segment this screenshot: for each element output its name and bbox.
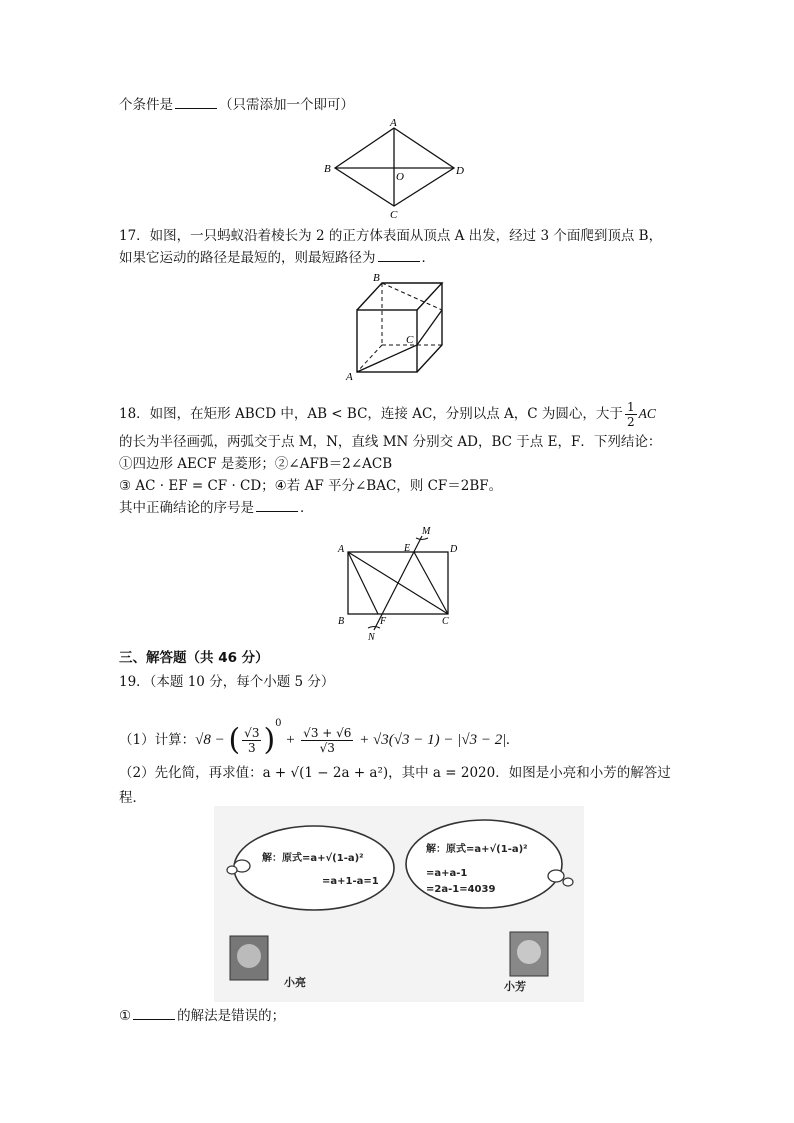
cube-figure	[344, 270, 454, 382]
label-a: A	[338, 544, 345, 555]
answer-blank	[175, 96, 217, 109]
fraction-sqrt3-over-3: $\frac{√3}{3}$	[244, 726, 260, 755]
label-e: E	[404, 543, 411, 554]
q19-part1: （1）计算：√8 − ( $\frac{√3}{3}$ )$^0$ + $\frac{√3 + √6}{√3}$ + √3(√3 − 1) − |√3 − 2|.	[119, 718, 511, 758]
label-b: B	[338, 616, 345, 627]
label-f: F	[380, 616, 387, 627]
label-c: C	[442, 616, 449, 627]
ant-path	[357, 310, 442, 372]
face	[237, 944, 261, 968]
solutions-illustration	[214, 806, 584, 1002]
right-solution-line2: =a+a-1	[426, 868, 468, 879]
answer-blank	[133, 1007, 175, 1020]
answer-blank	[378, 249, 420, 262]
cube-top-face	[357, 283, 442, 310]
arc-n	[368, 627, 380, 629]
label-b: B	[324, 163, 331, 175]
label-c: C	[406, 334, 414, 346]
q18-line4: ③ AC · EF = CF · CD；④若 AF 平分∠BAC，则 CF＝2BF。	[119, 478, 503, 494]
bubble-tail	[227, 866, 237, 874]
rhombus-figure	[320, 118, 470, 220]
q18-line5: 其中正确结论的序号是 ．	[119, 500, 314, 516]
left-solution-line2: =a+1-a=1	[322, 876, 379, 887]
q19-part2-line2: 程．	[119, 790, 146, 806]
xiaofang-name: 小芳	[504, 980, 526, 993]
label-n: N	[368, 632, 375, 643]
segment-ec	[414, 552, 448, 614]
q18-line3: ①四边形 AECF 是菱形；②∠AFB＝2∠ACB	[119, 456, 393, 472]
q18-line1: 18．如图，在矩形 ABCD 中，AB < BC，连接 AC，分别以点 A，C 为圆心，大于 $\frac{1}{2}$ AC	[119, 400, 656, 429]
label-m: M	[422, 526, 431, 537]
fraction-one-half: $\frac{1}{2}$	[626, 400, 635, 429]
q19-header: 19．（本题 10 分，每个小题 5 分）	[119, 674, 335, 690]
path-top	[382, 283, 442, 310]
arc-m	[416, 538, 428, 540]
label-b: B	[373, 272, 380, 284]
label-a: A	[346, 371, 353, 382]
face	[517, 940, 541, 964]
right-solution-line3: =2a-1=4039	[426, 884, 496, 895]
section-title: 三、解答题（共 46 分）	[119, 650, 269, 666]
xiaoliang-name: 小亮	[284, 976, 306, 989]
q18-line2: 的长为半径画弧，两弧交于点 M，N，直线 MN 分别交 AD，BC 于点 E，F．下列结论：	[119, 434, 662, 450]
q19-part2-line1: （2）先化简，再求值：a + √(1 − 2a + a²)，其中 a = 2020．如图是小亮和小芳的解答过	[119, 765, 671, 781]
label-d: D	[450, 544, 458, 555]
left-solution-line1: 解：原式=a+√(1-a)²	[262, 853, 364, 864]
q19-part2-answer: ① 的解法是错误的；	[119, 1008, 286, 1024]
label-d: D	[456, 165, 464, 177]
hidden-edge	[357, 345, 382, 372]
q17-line2: 如果它运动的路径是最短的，则最短路径为 ．	[119, 250, 435, 266]
bubble-tail	[563, 878, 573, 886]
rectangle-figure	[334, 524, 464, 644]
right-solution-line1: 解：原式=a+√(1-a)²	[426, 844, 528, 855]
label-a: A	[390, 118, 397, 129]
left-thought-bubble	[234, 826, 394, 910]
label-c: C	[390, 209, 398, 220]
label-o: O	[396, 171, 404, 183]
q16-condition-line: 个条件是 （只需添加一个即可）	[119, 97, 354, 113]
fraction-sum-over-sqrt3: $\frac{√3 + √6}{√3}$	[303, 726, 352, 755]
q17-line1: 17．如图，一只蚂蚁沿着棱长为 2 的正方体表面从顶点 A 出发，经过 3 个面爬到顶点 B，	[119, 228, 663, 244]
answer-blank	[256, 499, 298, 512]
bubble-tail	[548, 870, 564, 882]
